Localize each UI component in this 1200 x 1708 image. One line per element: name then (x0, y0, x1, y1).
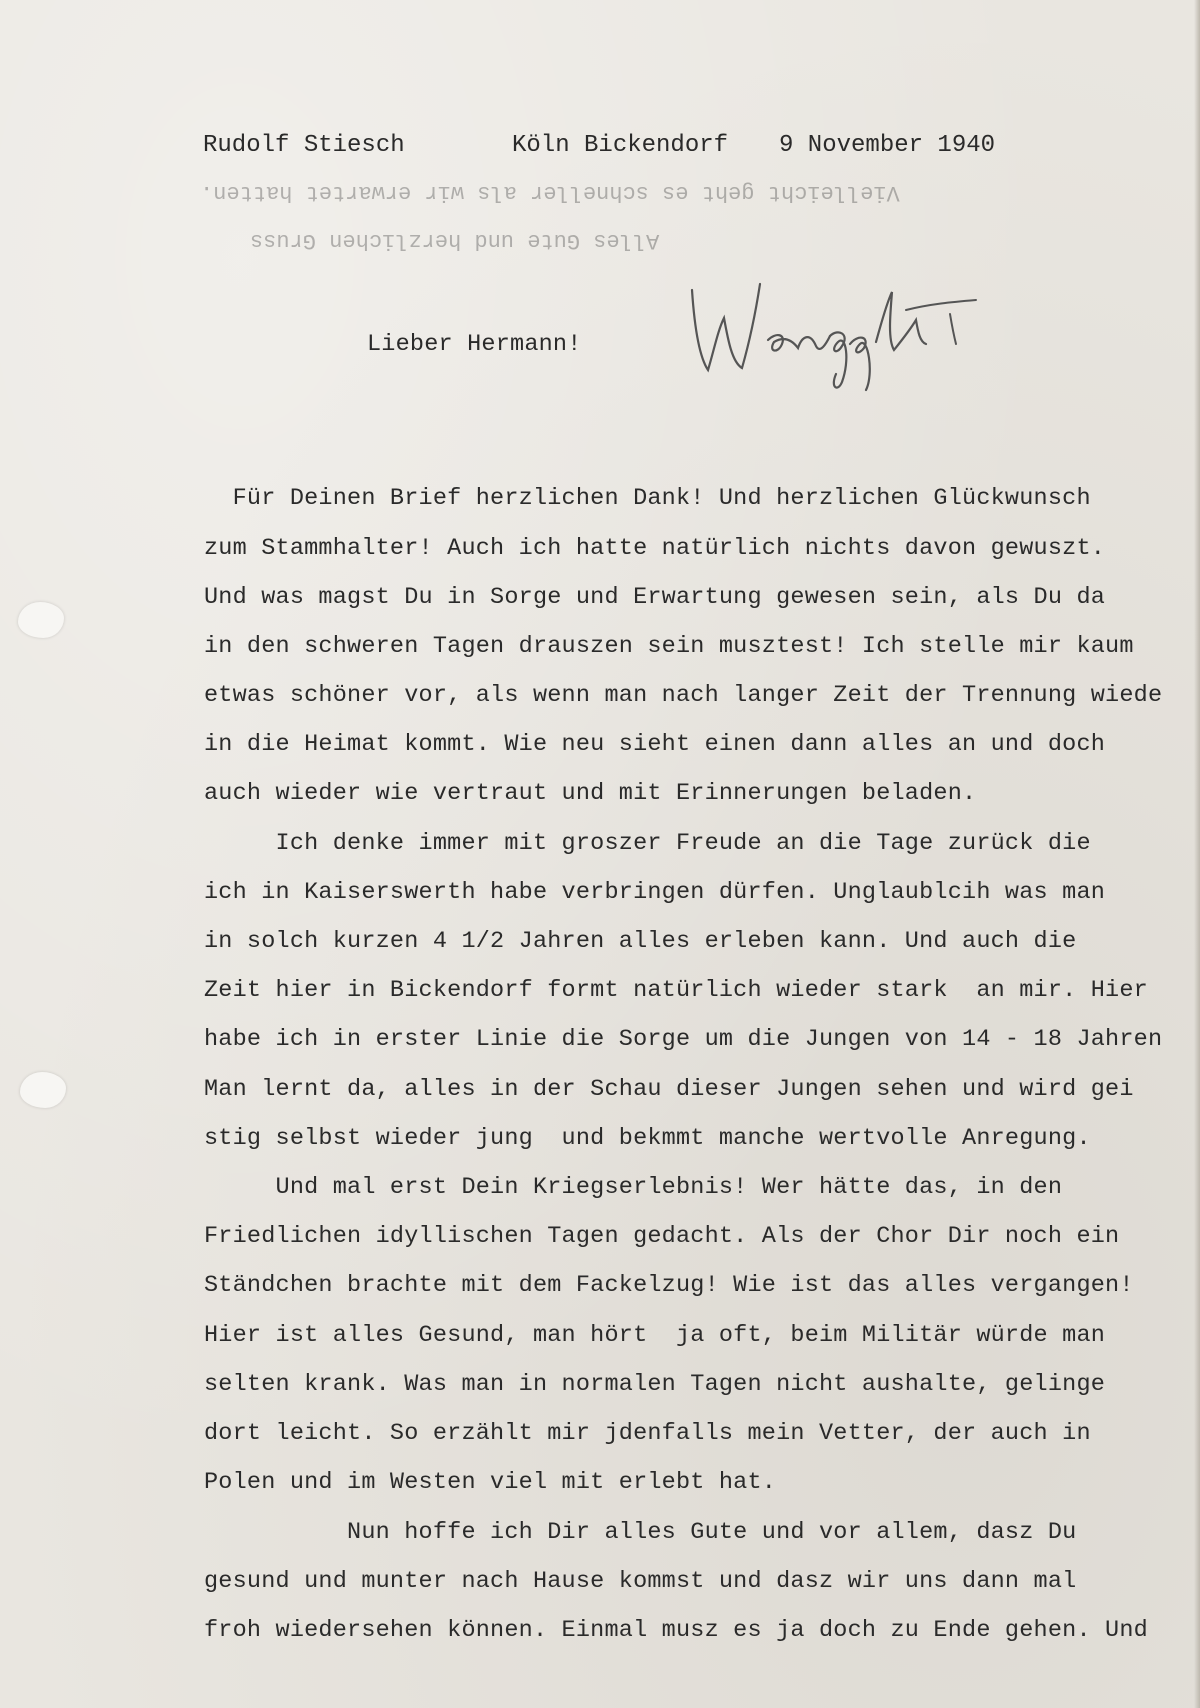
body-line: auch wieder wie vertraut und mit Erinnerungen beladen. (204, 780, 977, 807)
letter-header (0, 131, 1200, 281)
body-line: selten krank. Was man in normalen Tagen nicht aushalte, gelinge (204, 1371, 1106, 1398)
sender-name: Rudolf Stiesch (203, 132, 405, 159)
body-line: stig selbst wieder jung und bekmmt manche wertvolle Anregung. (204, 1125, 1091, 1152)
body-line: Und was magst Du in Sorge und Erwartung gewesen sein, als Du da (204, 584, 1106, 611)
body-line: Polen und im Westen viel mit erlebt hat. (204, 1469, 777, 1496)
body-line: Und mal erst Dein Kriegserlebnis! Wer hätte das, in den (204, 1174, 1063, 1201)
punch-hole (20, 1072, 66, 1108)
letter-date: 9 November 1940 (779, 132, 996, 159)
salutation: Lieber Hermann! (367, 331, 582, 358)
body-line: in die Heimat kommt. Wie neu sieht einen dann alles an und doch (204, 731, 1106, 758)
body-line: Für Deinen Brief herzlichen Dank! Und herzlichen Glückwunsch (204, 485, 1091, 512)
body-line: Ich denke immer mit groszer Freude an die Tage zurück die (204, 830, 1091, 857)
body-line: Hier ist alles Gesund, man hört ja oft, beim Militär würde man (204, 1322, 1106, 1349)
body-line: ich in Kaiserswerth habe verbringen dürfen. Unglaublcih was man (204, 879, 1106, 906)
body-line: Ständchen brachte mit dem Fackelzug! Wie ist das alles vergangen! (204, 1272, 1134, 1299)
body-line: Man lernt da, alles in der Schau dieser Jungen sehen und wird gei (204, 1076, 1134, 1103)
body-line: Nun hoffe ich Dir alles Gute und vor allem, dasz Du (204, 1519, 1077, 1546)
body-line: Zeit hier in Bickendorf formt natürlich wieder stark an mir. Hier (204, 977, 1148, 1004)
body-line: froh wiedersehen können. Einmal musz es ja doch zu Ende gehen. Und (204, 1617, 1148, 1644)
show-through-text: Vielleicht geht es schneller als wir erwartet hatten. (200, 180, 900, 205)
body-line: habe ich in erster Linie die Sorge um die Jungen von 14 - 18 Jahren (204, 1026, 1163, 1053)
body-line: in den schweren Tagen drauszen sein musztest! Ich stelle mir kaum (204, 633, 1134, 660)
show-through-text: Alles Gute und herzlichen Gruss (250, 228, 660, 253)
body-line: Friedlichen idyllischen Tagen gedacht. Als der Chor Dir noch ein (204, 1223, 1120, 1250)
body-line: gesund und munter nach Hause kommst und dasz wir uns dann mal (204, 1568, 1077, 1595)
body-line: dort leicht. So erzählt mir jdenfalls mein Vetter, der auch in (204, 1420, 1091, 1447)
punch-hole (18, 602, 64, 638)
handwritten-signature (680, 270, 1010, 400)
signature-scribble (680, 270, 1010, 400)
body-line: etwas schöner vor, als wenn man nach langer Zeit der Trennung wiede (204, 682, 1163, 709)
body-line: zum Stammhalter! Auch ich hatte natürlich nichts davon gewuszt. (204, 535, 1106, 562)
sender-place: Köln Bickendorf (512, 132, 729, 159)
body-line: in solch kurzen 4 1/2 Jahren alles erleben kann. Und auch die (204, 928, 1077, 955)
